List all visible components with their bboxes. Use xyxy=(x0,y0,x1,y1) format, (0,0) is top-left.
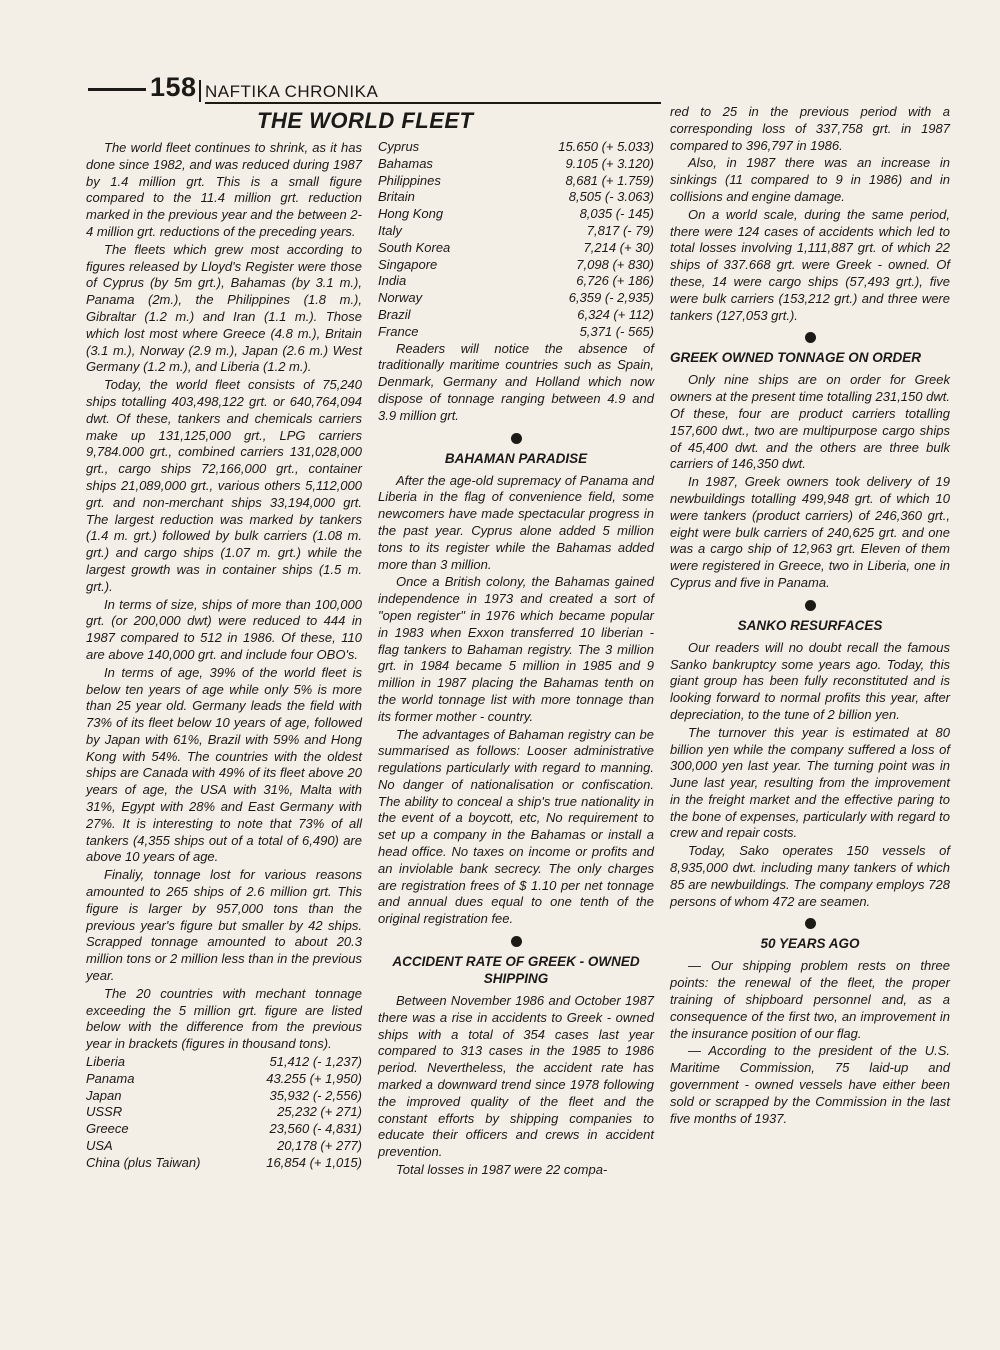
table-row xyxy=(86,1121,362,1138)
country-cell: Liberia xyxy=(86,1054,126,1070)
value-cell: 6,726 (+ 186) xyxy=(576,273,654,289)
table-row xyxy=(378,307,654,324)
section-bullet xyxy=(511,433,522,444)
paragraph: The 20 countries with mechant tonnage exceeding the 5 million grt. figure are listed below with the difference from the previous year in brackets (figures in thousand tons). xyxy=(86,985,362,1052)
paragraph: red to 25 in the previous period with a corresponding loss of 337,758 grt. in 1987 compared to 396,797 in 1986. xyxy=(670,104,950,153)
value-cell: 6,324 (+ 112) xyxy=(577,306,654,322)
country-cell: Italy xyxy=(378,222,402,238)
value-cell: 8,505 (- 3.063) xyxy=(568,189,654,205)
header-rule-right xyxy=(205,102,661,104)
country-cell: South Korea xyxy=(378,239,451,255)
country-cell: Brazil xyxy=(378,306,411,322)
table-row xyxy=(86,1071,362,1088)
value-cell: 35,932 (- 2,556) xyxy=(269,1087,362,1103)
country-cell: Greece xyxy=(86,1121,129,1137)
column-2 xyxy=(378,139,654,1180)
tonnage-table-part-2 xyxy=(378,139,654,341)
table-row xyxy=(378,189,654,206)
country-cell: Cyprus xyxy=(378,139,420,154)
value-cell: 7,214 (+ 30) xyxy=(583,239,654,255)
paragraph: Today, Sako operates 150 vessels of 8,935,000 dwt. including many tankers of which 85 are newbuildings. The company employs 728 persons of whom 472 are seamen. xyxy=(670,843,950,909)
paragraph: Only nine ships are on order for Greek owners at the present time totalling 231,150 dwt. Of these, four are product carriers totalling 157,600 dwt., two are multipurpose cargo ships of 45,400 dwt. and the others are three bulk carriers of 146,350 dwt. xyxy=(670,372,950,472)
value-cell: 9.105 (+ 3.120) xyxy=(565,155,654,171)
table-row xyxy=(378,240,654,257)
publication-name: NAFTIKA CHRONIKA xyxy=(205,82,379,101)
heading-accident-rate: ACCIDENT RATE OF GREEK - OWNED SHIPPING xyxy=(392,954,640,987)
country-cell: China (plus Taiwan) xyxy=(86,1154,201,1170)
header-divider xyxy=(199,80,201,102)
table-row xyxy=(378,324,654,341)
value-cell: 51,412 (- 1,237) xyxy=(269,1054,362,1070)
section-bullet xyxy=(805,918,816,929)
paragraph: Today, the world fleet consists of 75,240 ships totalling 403,498,122 grt. or 640,764,094 dwt. Of these, tankers and chemicals carriers make up 131,125,000 grt., LPG carriers 9,784.000 grt., combined carriers 131,028,000 grt., cargo ships 72,166,000 grt., container ships 21,089,000 grt., various others 5,112,000 grt. and non-merchant ships 33,194,000 grt. The largest reduction was marked by tankers (1.4 m. grt.) followed by bulk carriers (1.08 m. grt.) and cargo ships (1.07 m. grt.) while the largest growth was in container ships (1.5 m. grt.). xyxy=(86,377,362,594)
table-row xyxy=(378,223,654,240)
value-cell: 43.255 (+ 1,950) xyxy=(266,1070,362,1086)
table-row xyxy=(378,156,654,173)
paragraph: Also, in 1987 there was an increase in sinkings (11 compared to 9 in 1986) and in collisions and engine damage. xyxy=(670,155,950,204)
table-row xyxy=(86,1138,362,1155)
country-cell: Norway xyxy=(378,290,423,306)
paragraph: Once a British colony, the Bahamas gained independence in 1973 and created a sort of "open register" in 1976 which became popular in 1983 when Exxon transferred 10 liberian - flag tankers to Bahaman registry. The 3 million grt. in 1984 became 5 million in 1985 and 9 million in 1987 placing the Bahamas tenth on the world tonnage list with more tonnage than its former mother - country. xyxy=(378,574,654,724)
section-bullet xyxy=(805,600,816,611)
value-cell: 15.650 (+ 5.033) xyxy=(558,139,654,154)
paragraph: On a world scale, during the same period, there were 124 cases of accidents which led to total losses involving 1,111,887 grt. of which 22 ships of 337.668 grt. were Greek - owned. Of these, 14 were cargo ships (57,493 grt.), five were bulk carriers (153,212 grt.) and three were tankers (127,053 grt.). xyxy=(670,206,950,323)
page-number: 158 xyxy=(150,72,197,102)
table-row xyxy=(378,257,654,274)
country-cell: Singapore xyxy=(378,256,438,272)
value-cell: 7,098 (+ 830) xyxy=(576,256,654,272)
table-row xyxy=(86,1155,362,1172)
header-rule-left xyxy=(88,88,146,91)
country-cell: USSR xyxy=(86,1104,123,1120)
value-cell: 8,681 (+ 1.759) xyxy=(565,172,654,188)
table-row xyxy=(86,1054,362,1071)
heading-bahaman-paradise: BAHAMAN PARADISE xyxy=(444,450,588,466)
table-row xyxy=(378,139,654,156)
section-bullet xyxy=(511,936,522,947)
heading-tonnage-on-order: GREEK OWNED TONNAGE ON ORDER xyxy=(670,350,922,366)
paragraph: The turnover this year is estimated at 80 billion yen while the company suffered a loss of 300,000 yen last year. The turning point was in June last year, resulting from the improvement in the freight market and the effective paring to the bone of expenses, particularly with regard to crew and repair costs. xyxy=(670,724,950,841)
value-cell: 20,178 (+ 277) xyxy=(277,1138,362,1154)
paragraph: — Our shipping problem rests on three points: the renewal of the fleet, the proper training of shipboard personnel and, as a consequence of the first two, an improvement in the insurance position of our flag. xyxy=(670,958,950,1041)
country-cell: USA xyxy=(86,1138,113,1154)
country-cell: Japan xyxy=(86,1087,122,1103)
paragraph: The world fleet continues to shrink, as it has done since 1982, and was reduced during 1987 by 1.4 million grt. This is a small figure compared to the 11.4 million grt. reduction marked in the previous year and the between 2-4 million grt. reductions of the preceding years. xyxy=(86,140,362,239)
paragraph: Between November 1986 and October 1987 there was a rise in accidents to Greek - owned ships with a total of 354 cases last year compared to 313 cases in the 1985 to 1986 period. Nevertheless, the accident rate has marked a downward trend since 1978 following the improved quality of the fleet and the constant efforts by shipping companies to educate their officers and crews in accident prevention. xyxy=(378,993,654,1160)
table-row xyxy=(378,173,654,190)
value-cell: 8,035 (- 145) xyxy=(579,206,654,222)
value-cell: 5,371 (- 565) xyxy=(579,323,654,339)
paragraph: Readers will notice the absence of traditionally maritime countries such as Spain, Denmark, Germany and Holland which now dispose of tonnage ranging between 4.9 and 3.9 million grt. xyxy=(378,340,654,423)
country-cell: Philippines xyxy=(378,172,441,188)
paragraph: Our readers will no doubt recall the famous Sanko bankruptcy some years ago. Today, this giant group has been fully reconstituted and is looking forward to normal profits this year, after depreciation, to the tune of 2 billion yen. xyxy=(670,639,950,722)
heading-sanko-resurfaces: SANKO RESURFACES xyxy=(737,617,883,633)
paragraph: The advantages of Bahaman registry can be summarised as follows: Looser administrative regulations particularly with regard to manning. No danger of nationalisation or confiscation. The ability to conceal a ship's true nationality in the event of a boycott, etc, No requirement to set up a company in the Bahamas or install a head office. No taxes on income or profits and an inviolable bank secrecy. The only charges are registration frees of $ 1.10 per net tonnage and annual dues equal to one tenth of the original registration fee. xyxy=(378,726,654,927)
country-cell: India xyxy=(378,273,407,289)
paragraph: In terms of age, 39% of the world fleet is below ten years of age while only 5% is more than 25 year old. Germany leads the field with 73% of its fleet below 10 years of age, followed by Japan with 61%, Brazil with 59% and Hong Kong with 54%. The countries with the oldest ships are Canada with 49% of its fleet above 20 years of age, the USA with 31%, Malta with 31%, Egypt with 28% and East Germany with 27%. It is interesting to note that 73% of all tankers (4,355 ships out of a total of 6,490) are above 10 years of age. xyxy=(86,664,362,865)
table-row xyxy=(86,1104,362,1121)
tonnage-table-part-1 xyxy=(86,1054,362,1172)
table-row xyxy=(378,290,654,307)
value-cell: 25,232 (+ 271) xyxy=(277,1104,362,1120)
paragraph: In terms of size, ships of more than 100,000 grt. (or 200,000 dwt) were reduced to 444 in 1987 compared to 512 in 1986. Of these, 110 are above 140,000 grt. and include four OBO's. xyxy=(86,596,362,662)
paragraph: Total losses in 1987 were 22 compa- xyxy=(396,1162,608,1178)
paragraph: After the age-old supremacy of Panama and Liberia in the flag of convenience field, some newcomers have made spectacular progress in the past year. Cyprus alone added 5 million tons to its register while the Bahamas added more than 3 million. xyxy=(378,472,654,572)
paragraph: The fleets which grew most according to figures released by Lloyd's Register were those of Cyprus (by 5m grt.), Bahamas (by 3.1 m.), Panama (2m.), the Philippines (1.8 m.), Gibraltar (1.2 m.) and Iran (1.1 m.). Those which lost most where Greece (4.8 m.), Britain (3.1 m.), Norway (2.9 m.), Japan (2.6 m.) West Germany (1.2 m.), and Liberia (1.2 m.). xyxy=(86,241,362,375)
value-cell: 7,817 (- 79) xyxy=(586,222,654,238)
country-cell: Britain xyxy=(378,189,415,205)
value-cell: 16,854 (+ 1,015) xyxy=(266,1154,362,1170)
country-cell: Panama xyxy=(86,1070,135,1086)
table-row xyxy=(378,273,654,290)
country-cell: Hong Kong xyxy=(378,206,444,222)
table-row xyxy=(86,1088,362,1105)
paragraph: Finaliy, tonnage lost for various reasons amounted to 265 ships of 2.6 million grt. This figure is larger by 957,000 tons than the previous year's figure but smaller by 42 ships. Scrapped tonnage amounted to about 20.3 million tons or 2 million less than in the previous year. xyxy=(86,867,362,984)
country-cell: Bahamas xyxy=(378,155,433,171)
column-3 xyxy=(670,104,950,1128)
article-title: THE WORLD FLEET xyxy=(257,108,474,133)
table-row xyxy=(378,206,654,223)
heading-50-years-ago: 50 YEARS AGO xyxy=(760,936,860,952)
column-1 xyxy=(86,140,362,1172)
paragraph: — According to the president of the U.S. Maritime Commission, 75 laid-up and government - owned vessels have either been sold or scrapped by the Commission in the last five months of 1937. xyxy=(670,1043,950,1126)
value-cell: 23,560 (- 4,831) xyxy=(269,1121,362,1137)
paragraph: In 1987, Greek owners took delivery of 19 newbuildings totalling 499,948 grt. of which 10 were tankers (product carriers) of 246,360 grt., eight were bulk carriers of 240,625 grt. and one was a cargo ship of 12,963 grt. Eleven of them were registered in Greece, two in Liberia, one in Cyprus and five in Panama. xyxy=(670,474,950,590)
section-bullet xyxy=(805,332,816,343)
country-cell: France xyxy=(378,323,419,339)
value-cell: 6,359 (- 2,935) xyxy=(568,290,654,306)
